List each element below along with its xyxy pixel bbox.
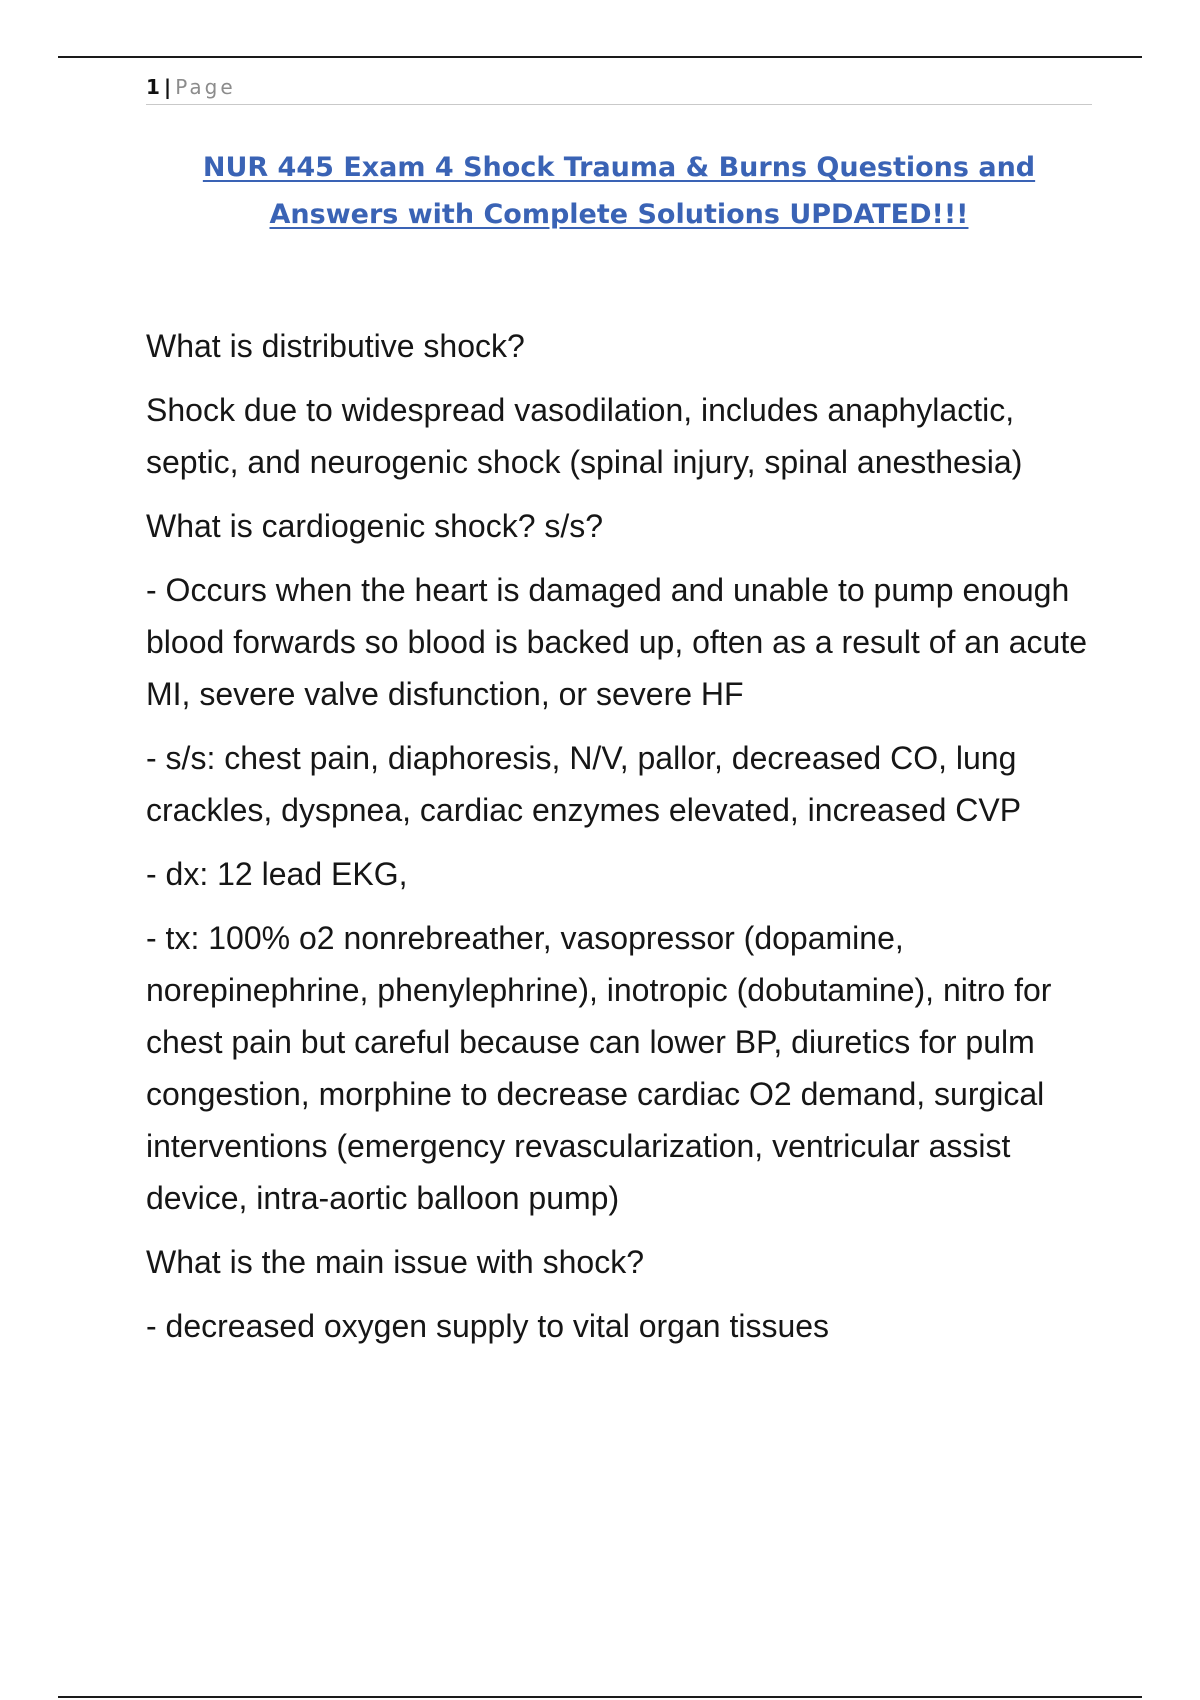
page-number: 1 bbox=[146, 75, 160, 99]
document-title: NUR 445 Exam 4 Shock Trauma & Burns Questions and Answers with Complete Solutions UPDATED!!! bbox=[202, 152, 1036, 230]
question-paragraph: What is distributive shock? bbox=[146, 328, 525, 364]
page-label: Page bbox=[175, 75, 236, 99]
page-header bbox=[146, 74, 1092, 105]
bottom-rule bbox=[58, 1696, 1142, 1698]
answer-paragraph: - s/s: chest pain, diaphoresis, N/V, pallor, decreased CO, lung crackles, dyspnea, cardiac enzymes elevated, increased CVP bbox=[146, 740, 1022, 828]
top-rule bbox=[58, 56, 1142, 58]
question-paragraph: What is the main issue with shock? bbox=[146, 1244, 644, 1280]
answer-paragraph: Shock due to widespread vasodilation, includes anaphylactic, septic, and neurogenic shock (spinal injury, spinal anesthesia) bbox=[146, 392, 1023, 480]
answer-paragraph: - dx: 12 lead EKG, bbox=[146, 856, 408, 892]
question-paragraph: What is cardiogenic shock? s/s? bbox=[146, 508, 604, 544]
answer-paragraph: - decreased oxygen supply to vital organ tissues bbox=[146, 1308, 830, 1344]
page-separator: | bbox=[163, 75, 172, 99]
answer-paragraph: - Occurs when the heart is damaged and unable to pump enough blood forwards so blood is backed up, often as a result of an acute MI, severe valve disfunction, or severe HF bbox=[146, 572, 1088, 712]
answer-paragraph: - tx: 100% o2 nonrebreather, vasopressor (dopamine, norepinephrine, phenylephrine), inotropic (dobutamine), nitro for chest pain but careful because can lower BP, diuretics for pulm congestion, morphine to decrease cardiac O2 demand, surgical interventions (emergency revascularization, ventricular assist device, intra-aortic balloon pump) bbox=[146, 920, 1052, 1216]
document-body bbox=[146, 320, 1092, 1364]
